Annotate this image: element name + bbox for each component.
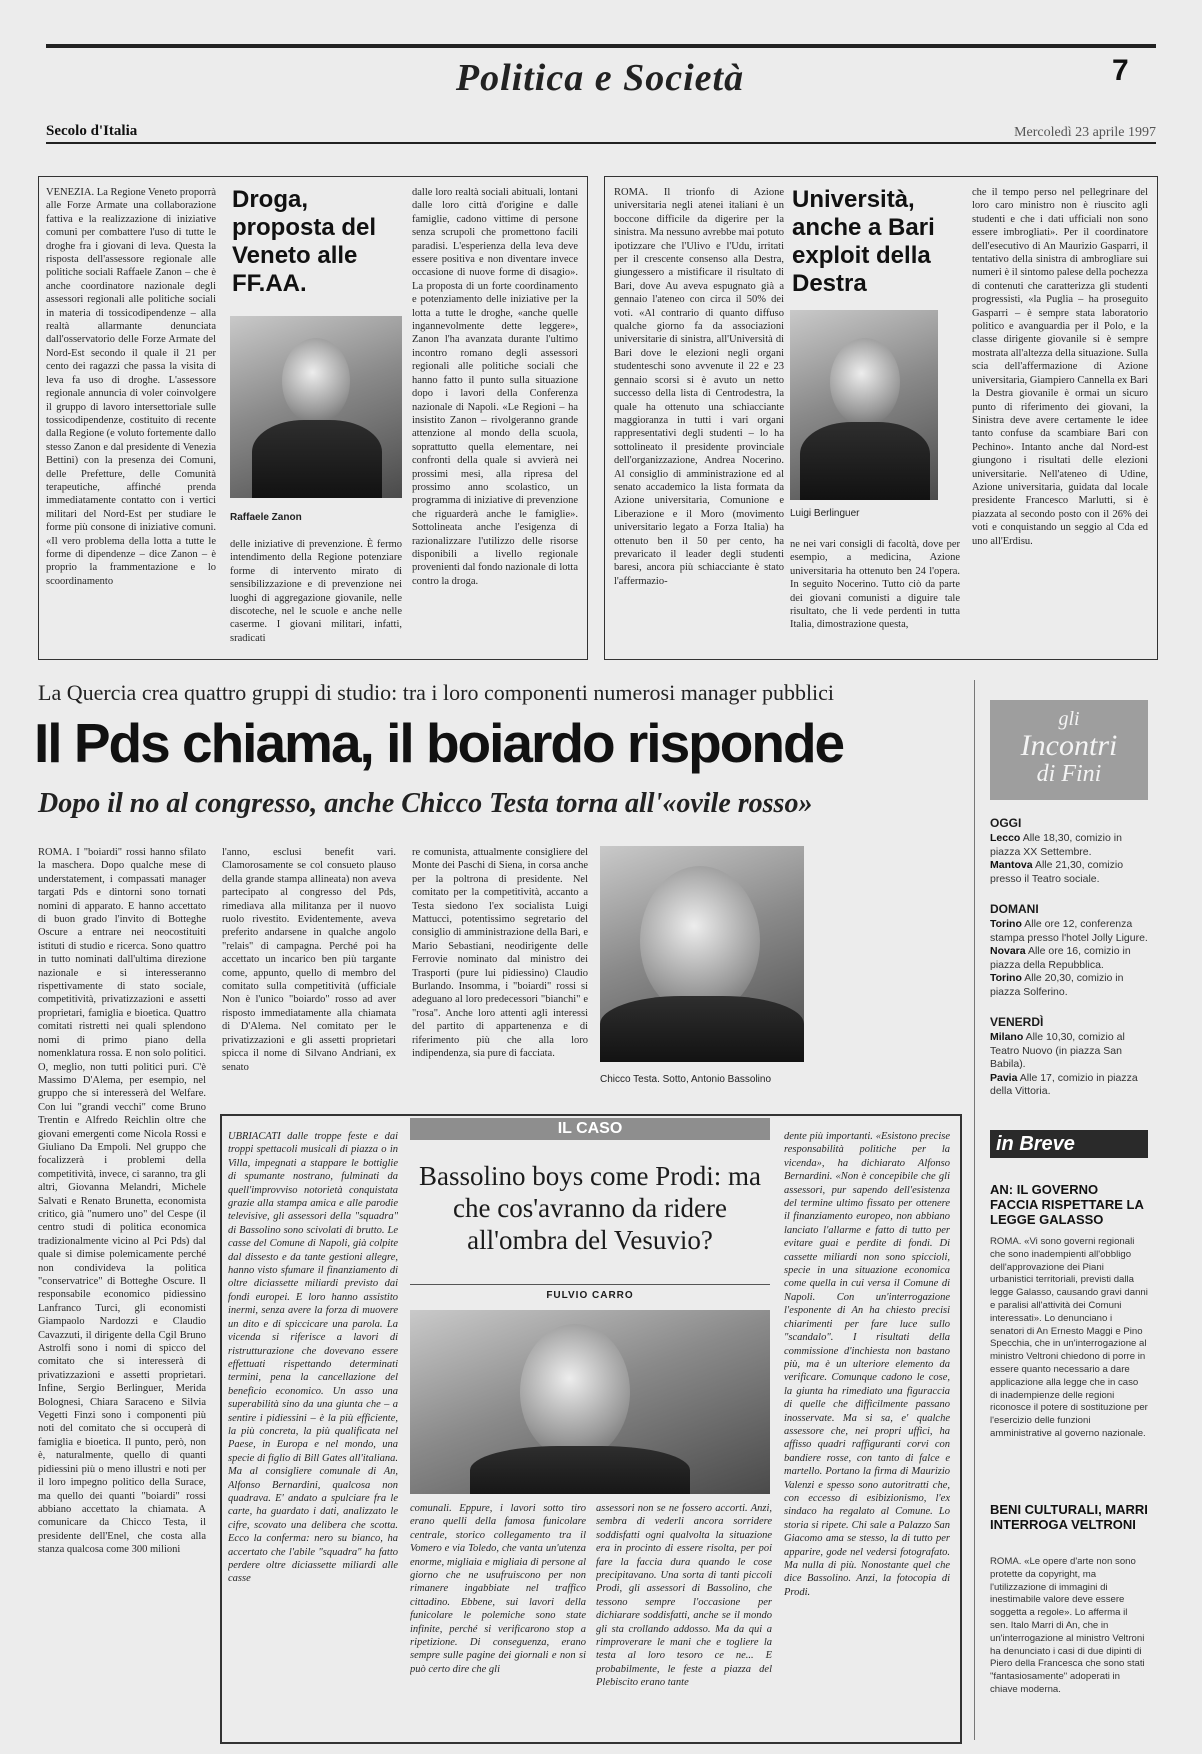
- il-caso-headline: Bassolino boys come Prodi: ma che cos'avranno da ridere all'ombra del Vesuvio?: [419, 1161, 761, 1255]
- article-pds-subheadline: Dopo il no al congresso, anche Chicco Testa torna all'«ovile rosso»: [38, 788, 813, 819]
- article-pds-col1: ROMA. I "boiardi" rossi hanno sfilato la maschera. Dopo qualche mese di understatement, i compassati manager targati Pds e dintorni sono tornati nomini di apparato. E hanno accettato di buon grado l'invito di Botteghe Oscure a entrare nei neocostituiti istituti di studio e ricerca. Sono quattro in tutto nominati dall'ultima direzione nazionale e si interesseranno rispettivamente di stato sociale, competitività, privatizzazioni e assetti proprietari, famiglia e bioetica. Quattro comitati ristretti nei quali splendono nomi di primo piano della nomenklatura rossa. E non solo politici. O, meglio, non tutti politici puri. C'è Massimo D'Alema, per esempio, nel gruppo che si interesserà del Welfare. Con lui "grandi vecchi" come Bruno Trentin e Alfredo Reichlin oltre che giovani emergenti come Nicola Rossi e Giuliano Da Empoli. Nel gruppo che focalizzerà i problemi della competitività, invece, ci saranno, tra gli altri, Giovanna Melandri, Michele Salvati e Renato Brunetta, economista critico, già "numero uno" del Cespe (il centro studi di politica economica tradizionalmente vicino al Pci Pds) dal quale si dimise polemicamente perché non condivideva la politica "conservatrice" di Botteghe Oscure. Il responsabile economico pidiessino Lanfranco Turci, gli economisti Giampaolo Nardozzi e Claudio Cavazzuti, il dirigente della Cgil Bruno Astrolfi sono i nomi di spicco del comitato che si interesserà di privatizzazioni e assetti proprietari. Infine, Sergio Berlinguer, Merida Bolognesi, Chiara Saraceno e Silvia Vegetti Finzi sono i componenti più noti del comitato che si occuperà di famiglia e bioetica. Il punto, però, non è, naturalmente, quello di quanti pidiessini più o meno illustri e noti per il loro impegno politico della Surace, ma quello dei quanti "boiardi" rossi abbiano accettato la chiamata. A comunicare da Chicco Testa, il presidente dell'Enel, che costa alla stanza qualcosa come 300 milioni: [38, 847, 206, 1556]
- header-rule: [46, 142, 1156, 144]
- zanon-photo-caption: Raffaele Zanon: [230, 512, 302, 523]
- incontri-logo-line1: gli: [1058, 708, 1080, 730]
- top-rule: [46, 44, 1156, 48]
- in-breve-logo: in Breve: [990, 1130, 1148, 1158]
- article-bari-col1: ROMA. Il trionfo di Azione universitaria negli atenei italiani è un boccone difficile da digerire per la sinistra. Ma nessuno avrebbe mai potuto ipotizzare che l'Ulivo e l'Udu, irritati per il crescente consenso alla Destra, giungessero a mistificare il risultato di Bari, dove Au aveva espugnato già a gennaio l'ateneo con circa il 50% dei voti. «Al contrario di quanto diffuso qualche giorno fa da associazioni universitarie di sinistra, all'Università di Bari dove le elezioni negli organi studenteschi sono avvenute il 22 e 23 gennaio scorsi si è avuto un netto successo della lista di Centrodestra, la quale ha ottenuto una schiacciante maggioranza in tutti i vari organi rappresentativi degli studenti – lo ha sottolineato il presidente provinciale dell'organizzazione, Andrea Nocerino. Al consiglio di amministrazione ed al senato accademico la lista formata da Azione universitaria, Comunione e Liberazione e il Moro (movimento universitario legato a Forza Italia) ha ottenuto ben il 50 per cento, ha prevaricato il leader degli studenti baresi, ancora più schiacciante è stato l'affermazio-: [614, 187, 784, 587]
- day-domani: DOMANI: [990, 902, 1039, 916]
- brief-text-marri: ROMA. «Le opere d'arte non sono protette da copyright, ma l'utilizzazione di immagini di inestimabile valore deve essere soggetta a regole». Lo afferma il sen. Italo Marri di An, che in un'interrogazione al ministro Veltroni ha denunciato i casi di due dipinti di Piero della Francesca che sono stati "fantasiosamente" adoperati in chiave moderna.: [990, 1556, 1145, 1695]
- incontri-list: [990, 816, 1148, 1099]
- berlinguer-photo: [790, 310, 938, 500]
- article-veneto-col2: delle iniziative di prevenzione. È fermo intendimento della Regione potenziare forme di intervento mirato di sensibilizzazione e di prevenzione nei luoghi di aggregazione giovanile, nelle discoteche, nel le scuole e anche nelle caserme. I giovani militari, infatti, sradicati: [230, 539, 402, 644]
- section-title: Politica e Società: [455, 57, 745, 99]
- il-caso-author: FULVIO CARRO: [546, 1290, 634, 1301]
- il-caso-col4: dente più importanti. «Esistono precise responsabilità politiche per la vicenda», ha dichiarato Alfonso Bernardini. «Non è concepibile che gli assessori, pur sapendo dell'esistenza del termine ultimo fissato per ottenere il finanziamento europeo, non abbiano lanciato l'allarme e fatto di tutto per evitare guai e perdite di fondi. Di cassette miliardi non sono spiccioli, specie in una situazione economica come quella in cui versa il Comune di Napoli. Con un'interrogazione l'esponente di An ha chiesto precisi chiarimenti per fare luce sullo "scandalo". I risultati della commissione d'inchiesta non bastano più, ma è un ulteriore elemento da verificare. Comunque cadono le cose, la giunta ha rimediato una figuraccia di quelle che difficilmente passano inosservate. Ma si sa, e' qualche assessore che, nei propri uffici, ha affisso quadri raffiguranti corvi con bandiere rosse, con tanto di falce e martello. Portano la firma di Maurizio Valenzi e spesso sono autoritratti che, con eccesso di esibizionismo, l'ex sindaco ha regalato al Comune. Lo storia si ripete. Chi sale a Palazzo San Giacomo ama se stesso, la di tutto per apparire, gode nel vedersi fotografato. Ma nulla di più. Nonostante quel che dice Bassolino. Anzi, la fotocopia di Prodi.: [784, 1131, 950, 1598]
- il-caso-col3: assessori non se ne fossero accorti. Anzi, sembra di vederli ancora sorridere soddisfatti ogni qualvolta la situazione era in procinto di essere risolta, per poi fare la faccia dura quando le cose precipitavano. Una sorta di tanti piccoli Prodi, gli assessori di Bassolino, che tessono sempre l'occasione per dichiarare soddisfatti, anche se il mondo gli sta crollando addosso. Ma da qui a rimproverare le mani che e togliere la testa al loro tesoro ce ne... E probabilmente, le feste a piazza del Plebiscito erano tante: [596, 1503, 772, 1689]
- event-item: Pavia Alle 17, comizio in piazza della Vittoria.: [990, 1071, 1138, 1097]
- il-caso-col2: comunali. Eppure, i lavori sotto tiro erano quelli della famosa funicolare centrale, storico collegamento tra il Vomero e via Toledo, che vanta un'utenza enorme, migliaia e migliaia di persone al giorno che ne usufruiscono per non rimanere ingabbiate nel traffico cittadino. Ebbene, sui lavori della funicolare le polemiche sono state infinite, perché si verificarono stop a ripetizione. Di conseguenza, erano sempre sulle pagine dei giornali e non si può certo dire che gli: [410, 1503, 586, 1675]
- article-veneto-headline: Droga, proposta del Veneto alle FF.AA.: [232, 186, 377, 297]
- event-item: Novara Alle ore 16, comizio in piazza della Repubblica.: [990, 945, 1131, 971]
- day-venerdi: VENERDÌ: [990, 1015, 1044, 1029]
- article-bari-headline: Università, anche a Bari exploit della Destra: [792, 186, 935, 297]
- event-item: Torino Alle 20,30, comizio in piazza Solferino.: [990, 972, 1124, 998]
- event-item: Milano Alle 10,30, comizio al Teatro Nuovo (in piazza San Babila).: [990, 1031, 1125, 1070]
- brief-headline-marri: BENI CULTURALI, MARRI INTERROGA VELTRONI: [990, 1502, 1148, 1532]
- berlinguer-photo-caption: Luigi Berlinguer: [790, 508, 860, 519]
- bassolino-photo: [410, 1310, 770, 1494]
- incontri-logo-line2: Incontri: [1020, 729, 1118, 762]
- incontri-logo-line3: di Fini: [1036, 761, 1102, 787]
- event-item: Torino Alle ore 12, conferenza stampa presso l'hotel Jolly Ligure.: [990, 918, 1148, 944]
- event-item: Mantova Alle 21,30, comizio presso il Teatro sociale.: [990, 859, 1124, 885]
- il-caso-col1: UBRIACATI dalle troppe feste e dai troppi spettacoli musicali di piazza o in Villa, impegnati a stappare le bottiglie di spumante nostrano, fulminati da quell'improvviso notorietà conquistata grazie alla stampa amica e alle parodie televisive, gli assessori della "squadra" di Bassolino sono scivolati di brutto. Le casse del Comune di Napoli, già colpite dal dissesto e da tante gestioni allegre, hanno visto sfumare il finanziamento di oltre diciassette miliardi previsto dai fondi europei. E loro hanno assistito inermi, senza avere la forza di muovere un dito e di spiccicare una parola. La vicenda si riferisce a lavori di ristrutturazione che dovevano essere effettuati rispettando determinati termini, pena la cancellazione del beneficio economico. Un asso una superabilità sino da una giunta che – a sentire i pidiessini – è la più efficiente, la più concreta, la più qualificata nel Paese, in Europa e nel mondo, una specie di figlio di Bill Gates all'italiana. Ma al consigliere comunale di An, Alfonso Bernardini, qualcosa non quadrava. E' andato a spulciare fra le carte, ha guardato i dati, analizzato le cifre, scovato una delibera che scotta. Ecco la conferma: nero su bianco, ha accertato che l'abile "squadra" ha fatto perdere oltre diciassette miliardi alle casse: [228, 1131, 398, 1585]
- event-item: Lecco Alle 18,30, comizio in piazza XX Settembre.: [990, 832, 1122, 858]
- article-veneto-col3: dalle loro realtà sociali abituali, lontani dalle loro città d'origine e dalle famiglie, cadono vittime di persone senza scrupoli che promettono facili paradisi. L'esperienza della leva deve essere positiva e non diventare invece occasione di nuove forme di disagio». La proposta di un forte coordinamento e potenziamento delle iniziative per la lotta a tutte le droghe, «anche quelle ingannevolmente dette leggere», Zanon l'ha avanzata durante l'ultimo incontro romano degli assessori regionali alle politiche sociali che hanno fatto il punto sulla situazione dopo i lavori della Conferenza nazionale di Napoli. «Le Regioni – ha insistito Zanon – rivolgeranno grande attenzione al mondo della scuola, soprattutto quella elementare, nei confronti della quale si avvierà nei prossimi mesi, alla ripresa del prossimo anno scolastico, un programma di iniziative di prevenzione che riguarderà anche le famiglie». Sottolineata anche l'esigenza di razionalizzare l'utilizzo delle risorse disponibili a livello regionale provenienti dal fondo nazionale di lotta contro la droga.: [412, 187, 578, 587]
- brief-text-galasso: ROMA. «Vi sono governi regionali che sono inadempienti all'obbligo dell'approvazione dei Piani urbanistici territoriali, previsti dalla legge Galasso, causando gravi danni e paralisi all'attività dei Comuni interessati». Lo denunciano i senatori di An Ernesto Maggi e Pino Specchia, che in un'interrogazione al ministro Veltroni chiedono di porre in essere quanto necessario a dare applicazione alla legge che in caso di inadempienze delle regioni riconosce il potere di sostituzione per l'esercizio delle funzioni amministrative al governo nazionale.: [990, 1236, 1148, 1439]
- article-pds-col2: l'anno, esclusi benefit vari. Clamorosamente se col consueto plauso della grande stampa allineata) non aveva partecipato al congresso del Pds, rimediava alla militanza per il nuovo ruolo rivestito. Evidentemente, aveva preferito andarsene in qualche angolo "relais" di campagna. Perché poi ha accettato un incarico ben più targante come, appunto, quello di membro del comitato sulla competitività (ufficiale Non è l'unico "boiardo" rosso ad aver risposto immediatamente alla chiamata di D'Alema. Nel comitato per le privatizzazioni e gli assetti proprietari spicca il nome di Silvano Andriani, ex senato: [222, 847, 396, 1073]
- sidebar-rule: [974, 680, 975, 1740]
- incontri-logo: [990, 700, 1148, 800]
- issue-date: Mercoledì 23 aprile 1997: [1014, 125, 1156, 140]
- day-oggi: OGGI: [990, 816, 1022, 830]
- article-veneto-col1: VENEZIA. La Regione Veneto proporrà alle Forze Armate una collaborazione fattiva e la realizzazione di iniziative comuni per combattere l'uso di tutte le droghe fra i giovani di leva. Questa la risposta dell'assessore regionale alle politiche sociali Raffaele Zanon – che è anche coordinatore nazionale degli assessori regionali alle politiche sociali in materia di tossicodipendenze – alla realtà allarmante denunciata dall'osservatorio delle Forze Armate del Nord-Est secondo il quale il 21 per cento dei ragazzi che passa la visita di leva fa uso di droghe. L'assessore regionale annuncia di voler coinvolgere il gruppo di lavoro intersettoriale sulle tossicodipendenze, costituito di recente dalla Regione (e voluto fortemente dallo stesso Zanon e dal presidente di Venezia Bettini) con la presenza dei Comuni, delle Prefetture, delle Comunità terapeutiche, affinché prenda immediatamente contatto con i vertici militari del Nord-Est per studiare le forme più consone di iniziative comuni. «Il vero problema della lotta a tutte le forme di dipendenze – dice Zanon – è proprio la frammentazione e lo scoordinamento: [46, 187, 216, 587]
- il-caso-headline-rule: [410, 1284, 770, 1285]
- article-bari-col3: che il tempo perso nel pellegrinare del loro caro ministro non è riuscito agli studenti e che i dati ufficiali non sono essere imbrogliati». Per il coordinatore dell'esecutivo di An Maurizio Gasparri, il tentativo della sinistra di ambrogliare sui numeri è il sintomo palese della pochezza di contenuti che caratterizza gli studenti progressisti, «la Puglia – ha proseguito Gasparri – è sempre stata laboratorio politico e avanguardia per il Polo, e la classe dirigente giovanile si è sempre mostrata all'altezza della situazione. Sulla scia dell'affermazione di Azione universitaria, Giampiero Cannella ex Bari la Destra giovanile è ormai un sicuro punto di riferimento dei giovani, la Sinistra deve avere certamente le idee tanto confuse da scambiare Bari con Pechino». Intanto anche dal Nord-est giungono i risultati delle elezioni universitarie. Nell'ateneo di Udine, Azione universitaria, guidata dal locale presidente Francesco Marlutti, si è piazzata al secondo posto con il 26% dei voti e conquistando un seggio al Cda ed uno all'Erdisu.: [972, 187, 1148, 547]
- article-pds-headline: Il Pds chiama, il boiardo risponde: [34, 712, 844, 774]
- article-pds-col3: re comunista, attualmente consigliere del Monte dei Paschi di Siena, in corsa anche per la poltrona di presidente. Nel comitato per la competitività, accanto a Testa siedono l'ex socialista Luigi Mattucci, potentissimo segretario del consiglio di amministrazione della Bari, e Mario Sebastiani, neodirigente delle Ferrovie nominato dal ministro dei Trasporti (pure lui pidiessino) Claudio Burlando. Insomma, i "boiardi" rossi si adeguano al loro predecessori "bianchi" e "rosa". Anche loro attenti agli interessi del partito di appartenenza e di riferimento più che alla loro indipendenza, sia pure di facciata.: [412, 847, 588, 1060]
- article-bari-col2: ne nei vari consigli di facoltà, dove per esempio, a medicina, Azione universitaria ha ottenuto ben 24 l'opera. In seguito Nocerino. Tutto ciò da parte dei giovani comunisti a diguire tale risultato, che li vede perdenti in tutta Italia, dimostrazione questa,: [790, 539, 960, 631]
- masthead: Secolo d'Italia: [46, 123, 138, 139]
- brief-headline-galasso: AN: IL GOVERNO FACCIA RISPETTARE LA LEGGE GALASSO: [990, 1182, 1144, 1227]
- page-number: 7: [1112, 54, 1129, 87]
- il-caso-label: IL CASO: [410, 1118, 770, 1140]
- testa-photo: [600, 846, 804, 1062]
- zanon-photo: [230, 316, 402, 498]
- article-pds-kicker: La Quercia crea quattro gruppi di studio: tra i loro componenti numerosi manager pubblici: [38, 680, 835, 705]
- testa-photo-caption: Chicco Testa. Sotto, Antonio Bassolino: [600, 1074, 772, 1085]
